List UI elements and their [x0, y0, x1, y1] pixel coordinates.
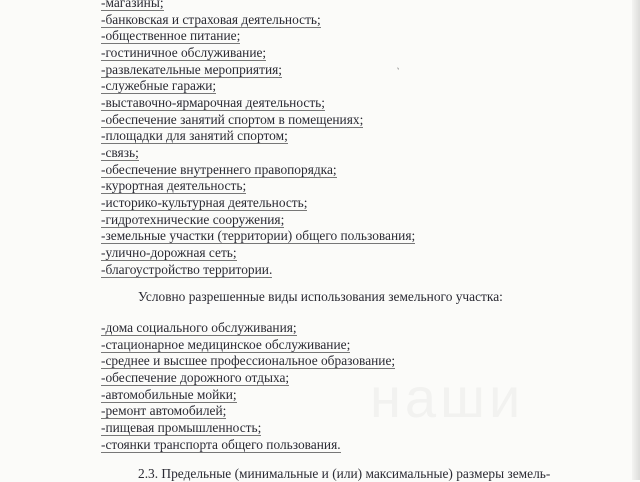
list-item-text: -площадки для занятий спортом; [101, 128, 288, 144]
list-item [101, 95, 415, 112]
list-item-text: -развлекательные мероприятия; [101, 61, 282, 77]
list-item [101, 212, 415, 229]
list-item [101, 178, 415, 195]
list-item [101, 145, 415, 162]
list-item [101, 353, 395, 370]
list-item [101, 245, 415, 262]
list-item [101, 112, 415, 129]
list-item-text: -ремонт автомобилей; [101, 403, 227, 419]
list-item [101, 62, 415, 79]
list-item [101, 162, 415, 179]
list-item [101, 45, 415, 62]
list-item-text: -банковская и страховая деятельность; [101, 11, 321, 27]
list-item-text: -служебные гаражи; [101, 78, 217, 94]
permitted-uses-list [101, 0, 415, 278]
list-item-text: -обеспечение внутреннего правопорядка; [101, 161, 337, 177]
scan-speck: ˋ [390, 66, 401, 77]
list-item-text: -курортная деятельность; [101, 178, 247, 194]
list-item-text: -гостиничное обслуживание; [101, 44, 267, 60]
list-item [101, 370, 395, 387]
list-item [101, 337, 395, 354]
list-item-text: -магазины; [101, 0, 164, 11]
list-item-text: -стационарное медицинское обслуживание; [101, 336, 351, 352]
conditional-uses-heading: Условно разрешенные виды использования земельного участка: [138, 289, 503, 304]
list-item-text: -земельные участки (территории) общего пользования; [101, 228, 416, 244]
list-item-text: -обеспечение дорожного отдыха; [101, 369, 290, 385]
section-2-3-paragraph: 2.3. Предельные (минимальные и (или) максимальные) размеры земель- [138, 466, 551, 481]
list-item-text: -автомобильные мойки; [101, 386, 237, 402]
list-item [101, 12, 415, 29]
list-item-text: -среднее и высшее профессиональное образование; [101, 353, 396, 369]
list-item-text: -благоустройство территории. [101, 261, 273, 277]
list-item [101, 387, 395, 404]
list-item [101, 128, 415, 145]
list-item-text: -выставочно-ярмарочная деятельность; [101, 94, 326, 110]
list-item [101, 0, 415, 12]
list-item [101, 420, 395, 437]
list-item [101, 195, 415, 212]
list-item-text: -гидротехнические сооружения; [101, 211, 285, 227]
scan-edge-shadow [632, 0, 640, 480]
faint-stamp-imprint: наши [370, 366, 525, 429]
list-item [101, 78, 415, 95]
list-item-text: -дома социального обслуживания; [101, 320, 297, 335]
list-item [101, 228, 415, 245]
list-item-text: -обеспечение занятий спортом в помещениях; [101, 111, 364, 127]
list-item-text: -связь; [101, 144, 139, 160]
list-item-text: -пищевая промышленность; [101, 419, 262, 435]
list-item-text: -общественное питание; [101, 28, 241, 44]
conditional-uses-list [101, 320, 395, 453]
list-item [101, 262, 415, 279]
list-item [101, 437, 395, 454]
list-item-text: -историко-культурная деятельность; [101, 194, 308, 210]
list-item-text: -улично-дорожная сеть; [101, 244, 237, 260]
list-item [101, 320, 395, 337]
list-item-text: -стоянки транспорта общего пользования. [101, 436, 341, 452]
list-item [101, 28, 415, 45]
list-item [101, 403, 395, 420]
